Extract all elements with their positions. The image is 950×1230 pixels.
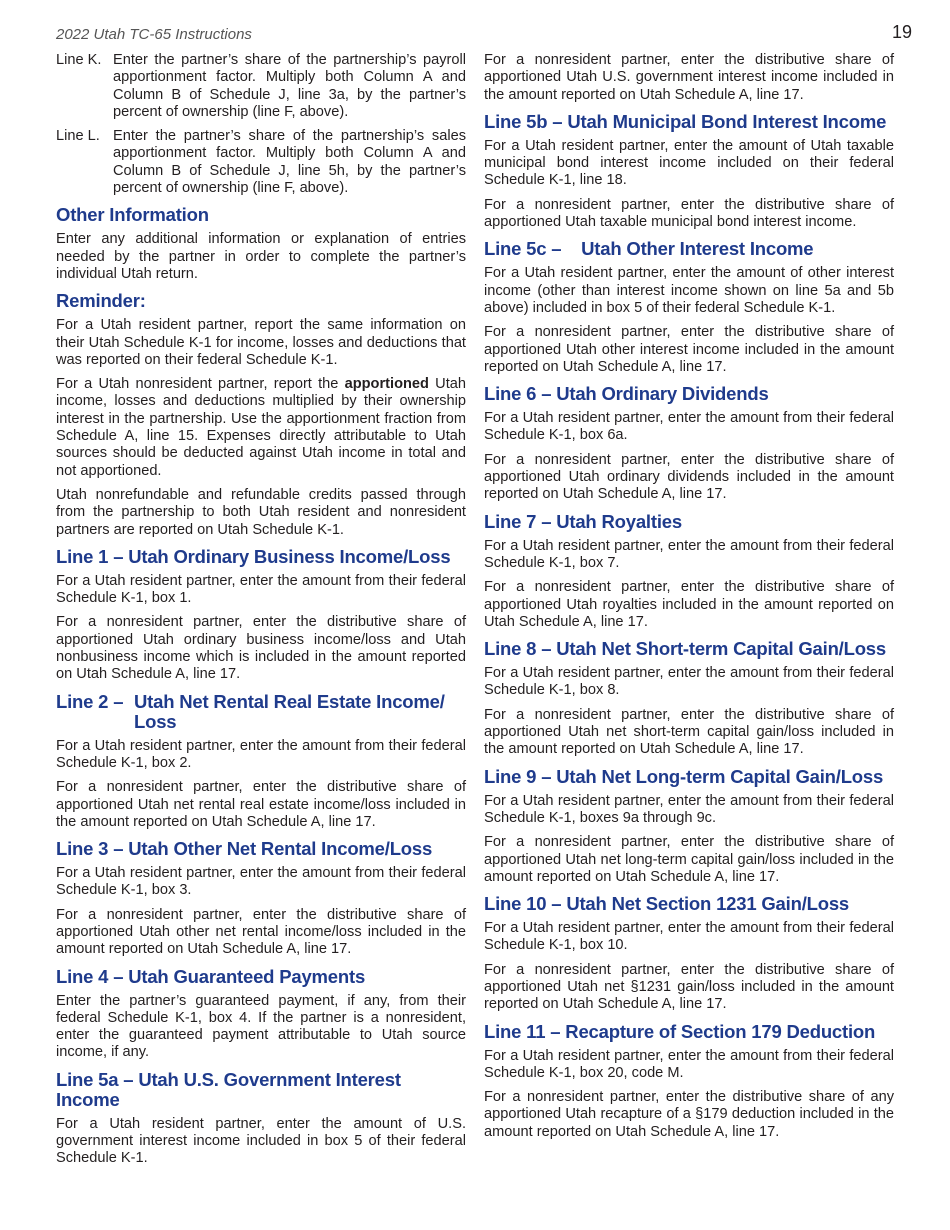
left-column [56, 52, 466, 1175]
line-3-paragraph-1: For a Utah resident partner, enter the amount from their federal Schedule K-1, box 3. [56, 865, 466, 899]
reminder-p2-pre: For a Utah nonresident partner, report the [56, 376, 345, 393]
line-8-paragraph-2: For a nonresident partner, enter the distributive share of apportioned Utah net short-term capital gain/loss included in the amount reported on Utah Schedule A, line 17. [484, 706, 894, 758]
reminder-paragraph-3: Utah nonrefundable and refundable credits passed through from the partnership to both Utah resident and nonresident partners are reported on Utah Schedule K-1. [56, 486, 466, 538]
line-11-paragraph-2: For a nonresident partner, enter the distributive share of any apportioned Utah recapture of a §179 deduction included in the amount reported on Utah Schedule A, line 17. [484, 1089, 894, 1140]
line-11-paragraph-1: For a Utah resident partner, enter the amount from their federal Schedule K-1, box 20, code M. [484, 1047, 894, 1081]
line-l-label: Line L. [56, 128, 100, 145]
line-10-heading: Line 10 – Utah Net Section 1231 Gain/Loss [484, 893, 850, 915]
reminder-paragraph-1: For a Utah resident partner, report the same information on their Utah Schedule K-1 for income, losses and deductions that was reported on their federal Schedule K-1. [56, 317, 466, 368]
reminder-p2-post: Utah income, losses and deductions multiplied by their ownership interest in the partnership. Use the apportionment fraction from Schedule A, line 15. Expenses directly attributable to Utah sources should be deducted against Utah income in total and not apportioned. [56, 376, 466, 479]
line-5c-paragraph-1: For a Utah resident partner, enter the amount of other interest income (other than interest income shown on line 5a and 5b above) included in box 5 of their federal Schedule K-1. [484, 265, 894, 316]
line-5a-paragraph-2: For a nonresident partner, enter the distributive share of apportioned Utah U.S. government interest income included in the amount reported on Utah Schedule A, line 17. [484, 52, 894, 103]
line-6-heading: Line 6 – Utah Ordinary Dividends [484, 383, 769, 405]
line-l-item [56, 128, 466, 197]
line-3-paragraph-2: For a nonresident partner, enter the distributive share of apportioned Utah other net rental income/loss included in the amount reported on Utah Schedule A, line 17. [56, 906, 466, 958]
line-2-heading-label: Line 2 – [56, 690, 124, 712]
line-2-heading-text: Utah Net Rental Real Estate Income/ Loss [134, 690, 445, 732]
line-4-heading: Line 4 – Utah Guaranteed Payments [56, 965, 366, 987]
line-5b-heading: Line 5b – Utah Municipal Bond Interest Income [484, 110, 887, 132]
line-6-paragraph-1: For a Utah resident partner, enter the amount from their federal Schedule K-1, box 6a. [484, 410, 894, 444]
line-5a-paragraph-1: For a Utah resident partner, enter the amount of U.S. government interest income included in box 5 of their federal Schedule K-1. [56, 1115, 466, 1167]
line-6-paragraph-2: For a nonresident partner, enter the distributive share of apportioned Utah ordinary dividends included in the amount reported on Utah Schedule A, line 17. [484, 451, 894, 503]
line-9-paragraph-2: For a nonresident partner, enter the distributive share of apportioned Utah net long-term capital gain/loss included in the amount reported on Utah Schedule A, line 17. [484, 834, 894, 885]
other-information-paragraph: Enter any additional information or explanation of entries needed by the partner in order to complete the partner’s individual Utah return. [56, 231, 466, 282]
line-5c-paragraph-2: For a nonresident partner, enter the distributive share of apportioned Utah other interest income included in the amount reported on Utah Schedule A, line 17. [484, 324, 894, 375]
right-column [484, 52, 894, 1148]
page-number: 19 [891, 22, 912, 42]
reminder-paragraph-2 [56, 376, 466, 480]
line-9-heading: Line 9 – Utah Net Long-term Capital Gain/Loss [484, 765, 884, 787]
line-k-item [56, 52, 466, 121]
line-1-paragraph-2: For a nonresident partner, enter the distributive share of apportioned Utah ordinary business income/loss and Utah nonbusiness income which is included in the amount reported on Utah Schedule A, line 17. [56, 614, 466, 683]
line-4-paragraph-1: Enter the partner’s guaranteed payment, if any, from their federal Schedule K-1, box 4. If the partner is a nonresident, enter the guaranteed payment attributable to Utah source income, if any. [56, 992, 466, 1061]
line-7-paragraph-1: For a Utah resident partner, enter the amount from their federal Schedule K-1, box 7. [484, 537, 894, 571]
line-5b-paragraph-1: For a Utah resident partner, enter the amount of Utah taxable municipal bond interest income included on their federal Schedule K-1, line 18. [484, 137, 894, 189]
line-7-paragraph-2: For a nonresident partner, enter the distributive share of apportioned Utah royalties included in the amount reported on Utah Schedule A, line 17. [484, 579, 894, 630]
other-information-heading: Other Information [56, 204, 209, 226]
line-10-paragraph-2: For a nonresident partner, enter the distributive share of apportioned Utah net §1231 gain/loss included in the amount reported on Utah Schedule A, line 17. [484, 961, 894, 1013]
document-header-title: 2022 Utah TC-65 Instructions [56, 26, 252, 43]
reminder-p2-bold: apportioned [344, 376, 429, 393]
line-7-heading: Line 7 – Utah Royalties [484, 510, 682, 532]
line-11-heading: Line 11 – Recapture of Section 179 Deduction [484, 1020, 876, 1042]
line-k-text: Enter the partner’s share of the partnership’s payroll apportionment factor. Multiply both Column A and Column B of Schedule J, line 3a, by the partner’s percent of ownership (line F, above). [113, 52, 466, 120]
line-3-heading: Line 3 – Utah Other Net Rental Income/Loss [56, 838, 433, 860]
line-5a-heading: Line 5a – Utah U.S. Government Interest Income [56, 1068, 401, 1110]
line-2-heading [56, 692, 466, 732]
line-10-paragraph-1: For a Utah resident partner, enter the amount from their federal Schedule K-1, box 10. [484, 920, 894, 954]
line-8-heading: Line 8 – Utah Net Short-term Capital Gain/Loss [484, 638, 886, 660]
line-2-paragraph-2: For a nonresident partner, enter the distributive share of apportioned Utah net rental real estate income/loss included in the amount reported on Utah Schedule A, line 17. [56, 779, 466, 830]
line-5c-heading: Line 5c – Utah Other Interest Income [484, 238, 814, 260]
line-5b-paragraph-2: For a nonresident partner, enter the distributive share of apportioned Utah taxable municipal bond interest income. [484, 196, 894, 231]
line-8-paragraph-1: For a Utah resident partner, enter the amount from their federal Schedule K-1, box 8. [484, 665, 894, 699]
reminder-heading: Reminder: [56, 290, 146, 312]
line-9-paragraph-1: For a Utah resident partner, enter the amount from their federal Schedule K-1, boxes 9a through 9c. [484, 792, 894, 826]
line-1-paragraph-1: For a Utah resident partner, enter the amount from their federal Schedule K-1, box 1. [56, 572, 466, 607]
line-2-paragraph-1: For a Utah resident partner, enter the amount from their federal Schedule K-1, box 2. [56, 737, 466, 771]
line-k-label: Line K. [56, 52, 102, 68]
line-l-text: Enter the partner’s share of the partnership’s sales apportionment factor. Multiply both Column A and Column B of Schedule J, line 5h, by the partner’s percent of ownership (line F, above). [113, 128, 466, 197]
line-1-heading: Line 1 – Utah Ordinary Business Income/Loss [56, 545, 451, 567]
